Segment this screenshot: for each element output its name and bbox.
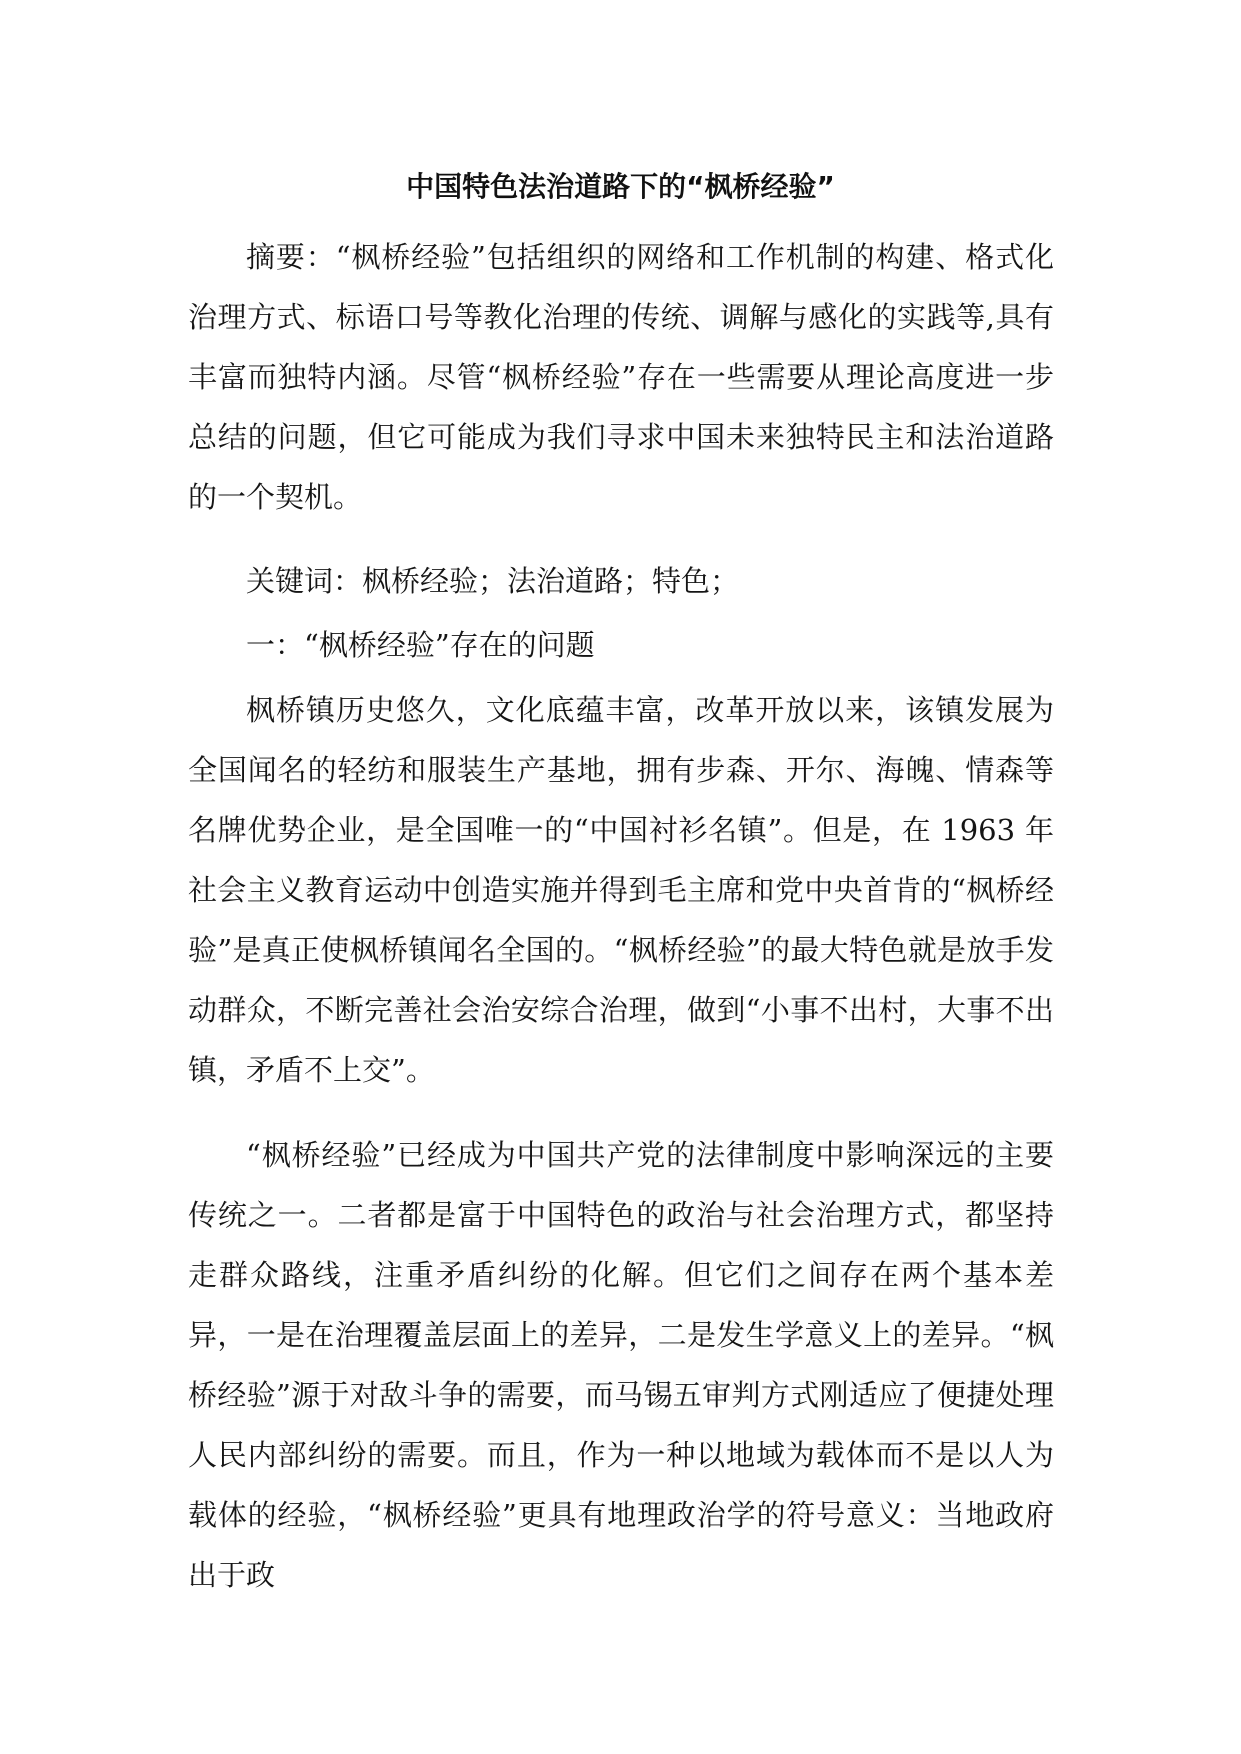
abstract-text: 摘要：“枫桥经验”包括组织的网络和工作机制的构建、格式化治理方式、标语口号等教化治理的传统、调解与感化的实践等,具有丰富而独特内涵。尽管“枫桥经验”存在一些需要从理论高度进一步总结的问题，但它可能成为我们寻求中国未来独特民主和法治道路的一个契机。 <box>188 240 1054 514</box>
body-paragraph-1 <box>188 680 1054 1100</box>
document-title: 中国特色法治道路下的“枫桥经验” <box>406 170 835 203</box>
body-paragraph-text: 枫桥镇历史悠久，文化底蕴丰富，改革开放以来，该镇发展为全国闻名的轻纺和服装生产基地，拥有步森、开尔、海魄、情森等名牌优势企业，是全国唯一的“中国衬衫名镇”。但是，在 1963 年社会主义教育运动中创造实施并得到毛主席和党中央首肯的“枫桥经验”是真正使枫桥镇闻名全国的。“枫桥经验”的最大特色就是放手发动群众，不断完善社会治安综合治理，做到“小事不出村，大事不出镇，矛盾不上交”。 <box>188 693 1054 1087</box>
keywords-paragraph <box>188 551 1054 611</box>
section-heading-text: 一：“枫桥经验”存在的问题 <box>246 628 595 662</box>
abstract-paragraph <box>188 227 1054 527</box>
body-paragraph-text: “枫桥经验”已经成为中国共产党的法律制度中影响深远的主要传统之一。二者都是富于中国特色的政治与社会治理方式，都坚持走群众路线，注重矛盾纠纷的化解。但它们之间存在两个基本差异，一是在治理覆盖层面上的差异，二是发生学意义上的差异。“枫桥经验”源于对敌斗争的需要，而马锡五审判方式刚适应了便捷处理人民内部纠纷的需要。而且，作为一种以地域为载体而不是以人为载体的经验，“枫桥经验”更具有地理政治学的符号意义：当地政府出于政 <box>188 1138 1054 1592</box>
body-paragraph-2 <box>188 1125 1054 1605</box>
section-heading <box>188 615 1054 675</box>
keywords-text: 关键词：枫桥经验；法治道路；特色； <box>246 564 740 598</box>
